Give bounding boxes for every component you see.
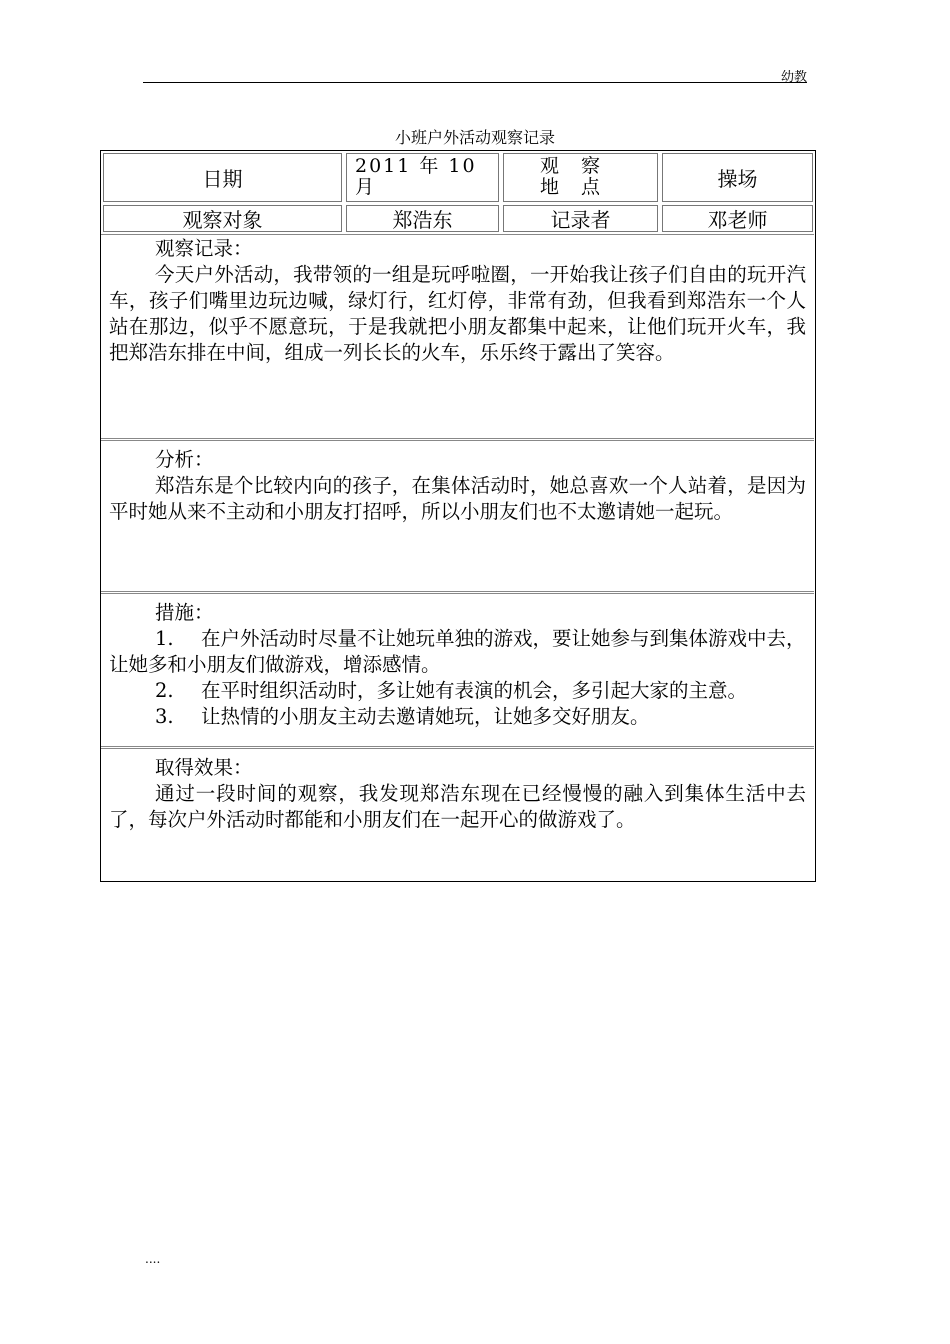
header-rule: [143, 82, 807, 83]
document-title: 小班户外活动观察记录: [394, 128, 555, 147]
subject-value: 郑浩东: [346, 205, 499, 232]
measure-num-3: 3.: [155, 705, 174, 728]
measure-num-2: 2.: [155, 679, 174, 702]
measures-section: [101, 591, 814, 746]
place-label: 观 察 地 点: [503, 153, 658, 202]
place-value: 操场: [662, 153, 813, 202]
page-header-text: 幼教: [780, 70, 807, 85]
record-label: 观察记录：: [155, 237, 253, 260]
result-section: [101, 746, 814, 880]
analysis-text: 郑浩东是个比较内向的孩子，在集体活动时，她总喜欢一个人站着，是因为平时她从来不主动和小朋友打招呼，所以小朋友们也不太邀请她一起玩。: [109, 474, 806, 523]
measure-item-3: [109, 704, 806, 730]
measures-label: 措施：: [155, 601, 214, 624]
result-text: 通过一段时间的观察，我发现郑浩东现在已经慢慢的融入到集体生活中去了，每次户外活动时都能和小朋友们在一起开心的做游戏了。: [109, 782, 806, 831]
analysis-label: 分析：: [155, 448, 214, 471]
measure-text-3: 让热情的小朋友主动去邀请她玩，让她多交好朋友。: [201, 705, 650, 728]
date-label: 日期: [103, 153, 342, 202]
date-value: 2011 年 10 月: [346, 153, 499, 202]
record-section: [101, 234, 814, 438]
measure-item-1: [109, 626, 806, 678]
recorder-value: 邓老师: [662, 205, 813, 232]
subject-label: 观察对象: [103, 205, 342, 232]
analysis-section: [101, 438, 814, 591]
record-text: 今天户外活动，我带领的一组是玩呼啦圈，一开始我让孩子们自由的玩开汽车，孩子们嘴里边玩边喊，绿灯行，红灯停，非常有劲，但我看到郑浩东一个人站在那边，似乎不愿意玩，于是我就把小朋友都集中起来，让他们玩开火车，我把郑浩东排在中间，组成一列长长的火车，乐乐终于露出了笑容。: [109, 263, 806, 364]
measure-text-1: 在户外活动时尽量不让她玩单独的游戏，要让她参与到集体游戏中去，让她多和小朋友们做游戏，增添感情。: [109, 627, 806, 676]
measure-item-2: [109, 678, 806, 704]
recorder-label: 记录者: [503, 205, 658, 232]
result-label: 取得效果：: [155, 756, 253, 779]
page-footer-text: ....: [145, 1252, 161, 1266]
observation-form: [100, 150, 816, 882]
measure-num-1: 1.: [155, 627, 174, 650]
measure-text-2: 在平时组织活动时，多让她有表演的机会，多引起大家的主意。: [201, 679, 748, 702]
